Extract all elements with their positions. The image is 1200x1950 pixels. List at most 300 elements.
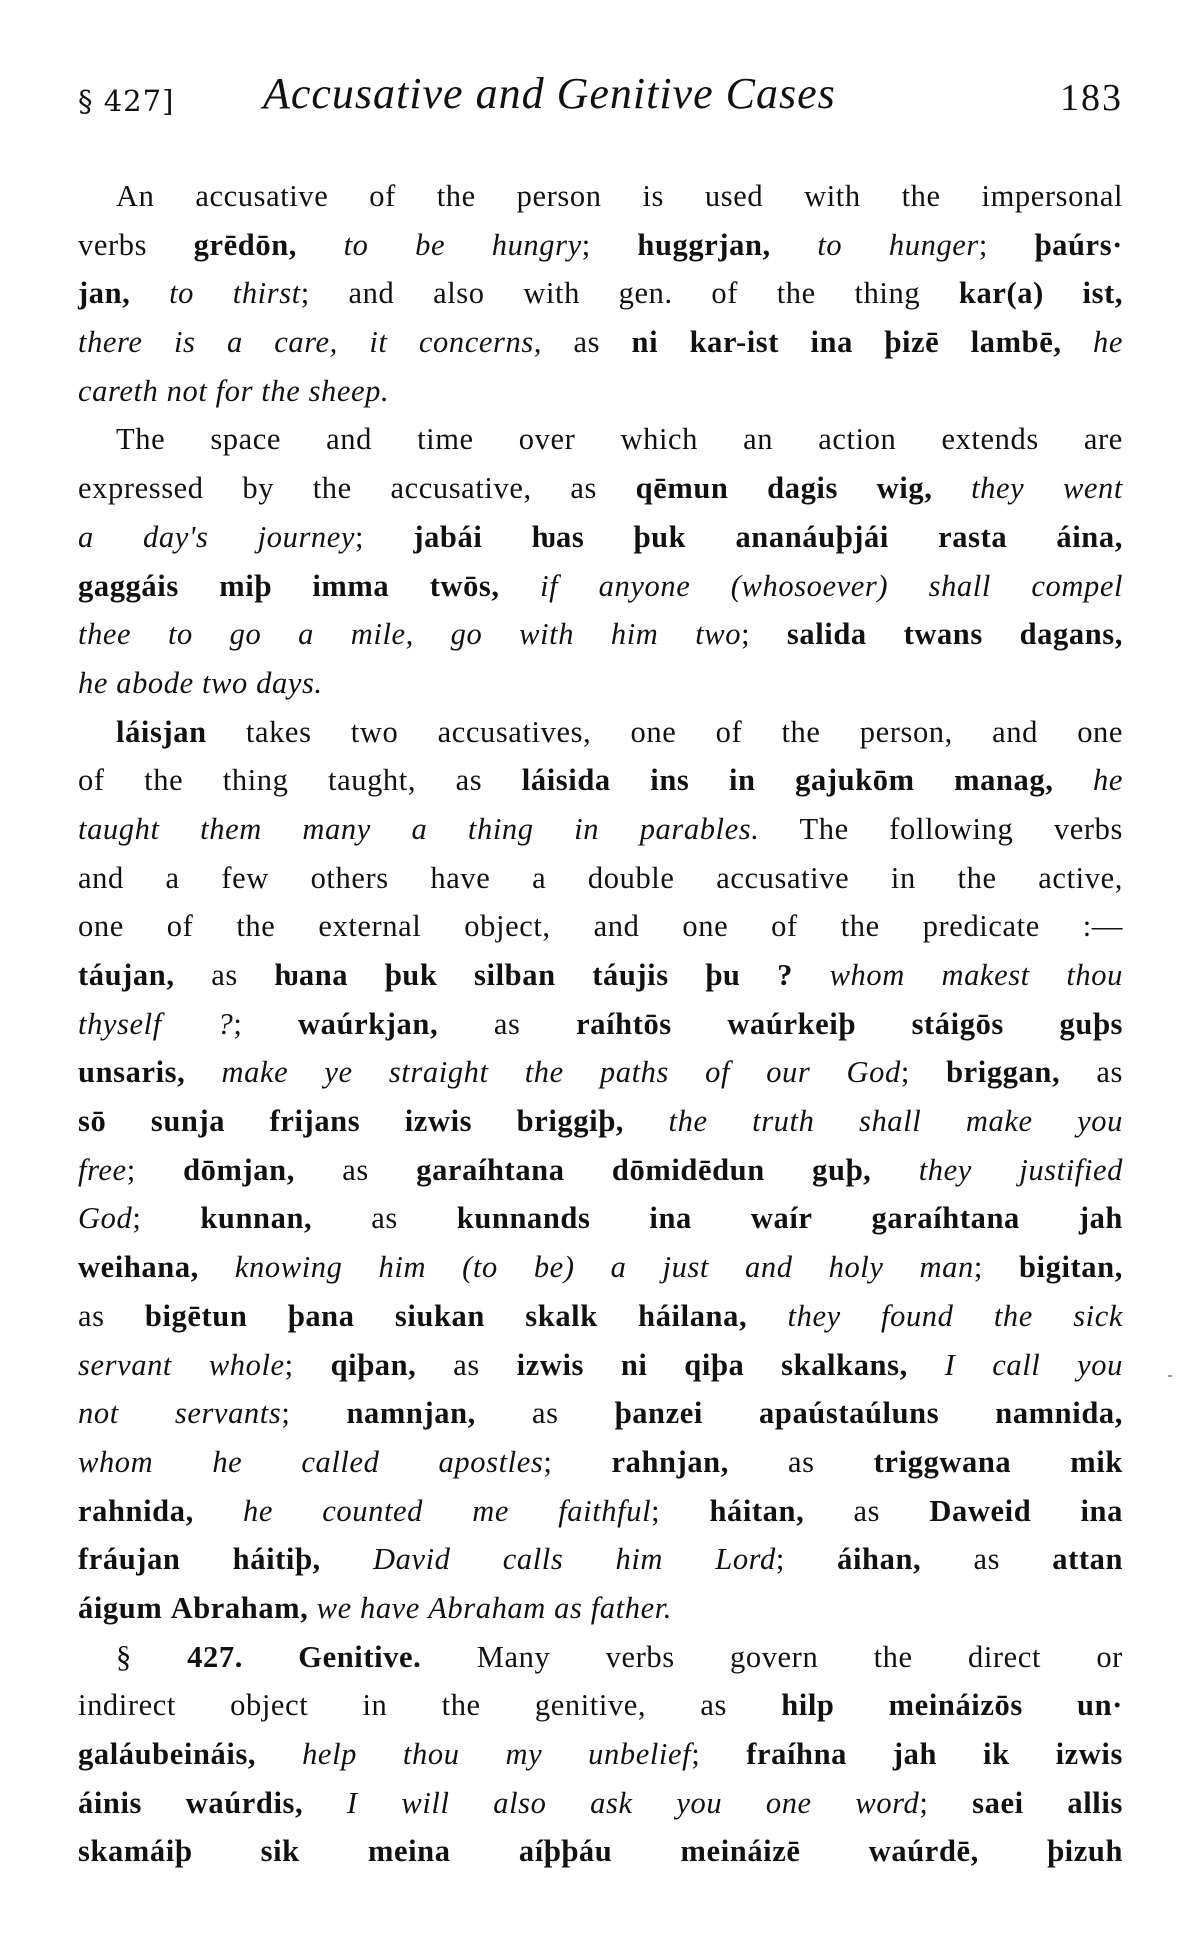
gothic-word: fraíhna: [746, 1737, 847, 1771]
text-line: [78, 1779, 1123, 1828]
translation: God: [846, 1055, 901, 1090]
translation: many: [302, 811, 371, 846]
roman-text: the: [873, 1639, 913, 1674]
text-line: [78, 610, 1123, 659]
roman-text: ;: [284, 1347, 294, 1382]
text-line: [78, 1097, 1123, 1146]
translation: to: [343, 227, 369, 262]
translation: the: [993, 1298, 1033, 1333]
gothic-word: háitiþ,: [232, 1542, 321, 1577]
translation: also: [493, 1785, 547, 1820]
translation: mile,: [350, 617, 414, 652]
text-line: [78, 902, 1123, 951]
gothic-word: jah: [1078, 1201, 1123, 1236]
text-line: [78, 1827, 1123, 1876]
gothic-word: rahnjan,: [611, 1444, 729, 1479]
roman-text: object,: [464, 909, 551, 944]
translation: them: [200, 811, 262, 846]
gothic-word: þizuh: [1047, 1834, 1124, 1869]
roman-text: with: [804, 179, 861, 213]
gothic-word: waír: [750, 1201, 813, 1236]
translation: sick: [1073, 1298, 1124, 1333]
gothic-word: áina,: [1056, 519, 1123, 554]
gothic-word: meináizē: [680, 1834, 801, 1869]
roman-text: accusative: [195, 179, 329, 213]
translation: days.: [256, 665, 323, 700]
gothic-word: wig,: [876, 471, 933, 506]
translation: you: [1077, 1347, 1123, 1382]
translation: father.: [590, 1590, 673, 1625]
translation: is: [173, 325, 196, 360]
gothic-word: lambē,: [970, 325, 1062, 360]
text-line: [78, 221, 1123, 270]
translation: him: [610, 617, 659, 652]
roman-text: accusative: [716, 860, 850, 895]
text-line: [78, 415, 1123, 464]
translation: sheep.: [308, 373, 390, 408]
gothic-word: háitan,: [709, 1493, 805, 1528]
translation: in: [574, 811, 600, 846]
gothic-word: bigitan,: [1018, 1250, 1123, 1285]
roman-text: and: [326, 422, 372, 457]
page-number: 183: [1060, 77, 1123, 119]
text-line: [78, 464, 1123, 513]
translation: to: [817, 227, 843, 262]
translation: there: [78, 325, 143, 360]
translation: anyone: [598, 568, 691, 603]
translation: ?: [217, 1006, 234, 1041]
translation: not: [166, 373, 208, 408]
gothic-word: imma: [312, 568, 390, 603]
translation: ye: [324, 1055, 353, 1090]
translation: you: [1077, 1104, 1123, 1139]
gothic-word: allis: [1067, 1785, 1123, 1820]
translation: make: [221, 1055, 289, 1090]
roman-text: which: [620, 422, 699, 457]
roman-text: space: [210, 422, 282, 457]
gothic-word: skalk: [525, 1298, 598, 1333]
roman-text: one: [78, 909, 124, 944]
translation: he: [212, 1444, 243, 1479]
gothic-word: bigētun: [144, 1298, 248, 1333]
translation: the: [668, 1104, 708, 1139]
roman-text: action: [818, 422, 897, 457]
text-line: [78, 1341, 1123, 1390]
translation: shall: [858, 1104, 922, 1139]
translation: one: [765, 1785, 812, 1820]
translation: hunger: [888, 227, 979, 262]
gothic-word: apaústaúluns: [759, 1396, 940, 1431]
translation: make: [965, 1104, 1033, 1139]
translation: word: [855, 1785, 920, 1820]
gothic-word: sō: [78, 1104, 107, 1139]
roman-text: or: [1096, 1639, 1123, 1674]
translation: servant: [78, 1347, 172, 1382]
gothic-word: briggiþ,: [516, 1104, 624, 1139]
translation: he: [78, 665, 108, 700]
roman-text: as: [570, 471, 597, 506]
translation: him: [378, 1250, 427, 1285]
translation: David: [372, 1542, 451, 1577]
translation: calls: [502, 1542, 564, 1577]
roman-text: with: [523, 276, 580, 311]
roman-text: The: [116, 422, 166, 457]
translation: go: [450, 617, 483, 652]
translation: be): [533, 1250, 575, 1285]
text-line: [78, 1730, 1123, 1779]
gothic-word: ist,: [1082, 276, 1124, 311]
text-line: [78, 659, 1123, 708]
gothic-word: grēdōn,: [193, 227, 297, 262]
gothic-word: ina: [649, 1201, 692, 1236]
roman-text: are: [1083, 422, 1123, 457]
roman-text: ;: [233, 1006, 243, 1041]
roman-text: ;: [355, 519, 365, 554]
translation: concerns,: [418, 325, 543, 360]
text-line: [78, 562, 1123, 611]
text-line: [78, 1048, 1123, 1097]
translation: apostles: [438, 1444, 544, 1479]
translation: a: [610, 1250, 627, 1285]
roman-text: accusatives,: [437, 714, 592, 749]
gothic-word: galáubeináis,: [78, 1737, 257, 1771]
translation: ask: [590, 1785, 633, 1820]
gothic-word: ƕas: [531, 519, 585, 554]
translation: they: [971, 471, 1025, 506]
roman-text: impersonal: [981, 179, 1124, 213]
text-line: [78, 318, 1123, 367]
gothic-word: izwis: [404, 1104, 473, 1139]
roman-text: the: [436, 179, 476, 213]
roman-text: ;: [919, 1785, 929, 1820]
roman-text: as: [211, 958, 238, 992]
translation: Abraham: [428, 1590, 546, 1625]
translation: thyself: [78, 1006, 162, 1041]
translation: if: [540, 568, 559, 603]
translation: free: [78, 1152, 127, 1187]
gothic-word: salida: [786, 617, 867, 652]
roman-text: over: [518, 422, 576, 457]
roman-text: ;: [543, 1444, 553, 1479]
gothic-word: Daweid: [929, 1493, 1032, 1528]
gothic-word: gajukōm: [795, 763, 915, 798]
text-line: [78, 1194, 1123, 1243]
roman-text: others: [310, 860, 389, 895]
roman-text: takes: [245, 714, 312, 749]
gothic-word: sik: [260, 1834, 300, 1869]
translation: found: [881, 1298, 954, 1333]
roman-text: ;: [300, 276, 310, 311]
gothic-word: háilana,: [638, 1298, 748, 1333]
translation: parables.: [639, 811, 760, 846]
roman-text: person: [516, 179, 602, 213]
roman-text: as: [788, 1444, 815, 1479]
gothic-word: rasta: [938, 519, 1008, 554]
gothic-word: waúrdē,: [868, 1834, 979, 1869]
roman-text: one: [630, 714, 677, 749]
translation: two: [695, 617, 742, 652]
gothic-word: sunja: [150, 1104, 226, 1139]
gothic-word: un·: [1077, 1688, 1123, 1723]
gothic-word: hilp: [781, 1688, 835, 1723]
roman-text: as: [853, 1493, 881, 1528]
text-line: [78, 1000, 1123, 1049]
translation: whom: [829, 958, 905, 992]
text-line: [78, 756, 1123, 805]
gothic-word: garaíhtana: [416, 1152, 565, 1187]
roman-text: person,: [859, 714, 953, 749]
roman-text: ;: [691, 1737, 701, 1771]
translation: they: [918, 1152, 972, 1187]
gothic-word: twōs,: [429, 568, 500, 603]
gothic-word: ƕana: [274, 958, 349, 992]
roman-text: The: [799, 811, 849, 846]
roman-text: the: [312, 471, 352, 506]
translation: not: [78, 1396, 119, 1431]
gothic-word: twans: [903, 617, 983, 652]
translation: we: [316, 1590, 352, 1625]
translation: me: [472, 1493, 509, 1528]
translation: with: [519, 617, 575, 652]
roman-text: predicate: [922, 909, 1040, 944]
gothic-word: frijans: [269, 1104, 361, 1139]
gothic-word: siukan: [394, 1298, 485, 1333]
gothic-word: namnida,: [995, 1396, 1123, 1431]
gothic-word: kar-ist: [689, 325, 780, 360]
translation: of: [705, 1055, 731, 1090]
translation: go: [229, 617, 262, 652]
translation: be: [415, 227, 446, 262]
translation: two: [202, 665, 248, 700]
translation: call: [992, 1347, 1041, 1382]
gothic-word: láisida: [521, 763, 611, 798]
gothic-word: Abraham,: [170, 1590, 309, 1625]
roman-text: have: [430, 860, 491, 895]
roman-text: as: [573, 325, 601, 360]
gothic-word: 427.: [187, 1639, 243, 1674]
gothic-word: guþs: [1059, 1006, 1123, 1041]
roman-text: of: [715, 714, 743, 749]
roman-text: as: [700, 1688, 727, 1723]
gothic-word: fráujan: [78, 1542, 181, 1577]
text-line: [78, 1243, 1123, 1292]
gothic-word: silban: [474, 958, 556, 992]
roman-text: as: [531, 1396, 559, 1431]
gothic-word: jah: [892, 1737, 938, 1771]
translation: thee: [78, 617, 132, 652]
translation: will: [401, 1785, 450, 1820]
text-line: [78, 1438, 1123, 1487]
roman-text: the: [144, 763, 184, 798]
gothic-word: qiþa: [684, 1347, 745, 1382]
roman-text: by: [242, 471, 275, 506]
gothic-word: rahnida,: [78, 1493, 194, 1528]
roman-text: §: [116, 1639, 132, 1674]
text-line: [78, 1389, 1123, 1438]
roman-text: the: [441, 1688, 481, 1723]
translation: holy: [828, 1250, 884, 1285]
translation: I: [944, 1347, 956, 1382]
translation: straight: [388, 1055, 489, 1090]
gothic-word: þaúrs·: [1034, 227, 1123, 262]
text-line: [78, 1292, 1123, 1341]
gothic-word: izwis: [1055, 1737, 1123, 1771]
gothic-word: ni: [620, 1347, 648, 1382]
gothic-word: þanzei: [614, 1396, 703, 1431]
roman-text: the: [236, 909, 276, 944]
translation: shall: [928, 568, 991, 603]
roman-text: verbs: [1053, 811, 1123, 846]
translation: him: [615, 1542, 664, 1577]
text-line: [78, 854, 1123, 903]
text-line: [78, 951, 1123, 1000]
gothic-word: briggan,: [946, 1055, 1061, 1090]
gothic-word: láisjan: [116, 714, 207, 749]
translation: thou: [402, 1737, 460, 1771]
gothic-word: dagis: [767, 471, 838, 506]
gothic-word: huggrjan,: [637, 227, 771, 262]
roman-text: a: [165, 860, 180, 895]
roman-text: active,: [1038, 860, 1123, 895]
gothic-word: manag,: [954, 763, 1054, 798]
gothic-word: ni: [631, 325, 659, 360]
roman-text: an: [743, 422, 774, 457]
gothic-word: garaíhtana: [871, 1201, 1020, 1236]
gothic-word: gaggáis: [78, 568, 179, 603]
text-line: [78, 1584, 1123, 1633]
translation: and: [745, 1250, 793, 1285]
roman-text: as: [342, 1152, 369, 1187]
translation: truth: [752, 1104, 815, 1139]
translation: whom: [78, 1444, 154, 1479]
translation: the: [524, 1055, 564, 1090]
gothic-word: attan: [1052, 1542, 1124, 1577]
page-body: [78, 172, 1123, 1876]
gothic-word: jabái: [413, 519, 483, 554]
roman-text: a: [532, 860, 547, 895]
roman-text: of: [78, 763, 105, 798]
roman-text: the: [776, 276, 816, 311]
roman-text: is: [642, 179, 665, 213]
roman-text: ;: [281, 1396, 291, 1431]
text-line: [78, 513, 1123, 562]
roman-text: of: [771, 909, 798, 944]
roman-text: few: [221, 860, 269, 895]
gothic-word: guþ,: [812, 1152, 872, 1187]
roman-text: as: [493, 1006, 521, 1041]
roman-text: of: [369, 179, 396, 213]
gothic-word: þuk: [384, 958, 438, 992]
translation: care,: [274, 325, 338, 360]
gothic-word: ina: [1080, 1493, 1123, 1528]
translation: a: [78, 519, 94, 554]
translation: to: [169, 276, 195, 311]
gothic-word: þuk: [633, 519, 687, 554]
gothic-word: meina: [367, 1834, 451, 1869]
gothic-word: áihan,: [837, 1542, 922, 1577]
roman-text: as: [1096, 1055, 1123, 1090]
translation: hungry: [491, 227, 582, 262]
translation: I: [346, 1785, 358, 1820]
translation: our: [766, 1055, 811, 1090]
translation: thou: [1066, 958, 1123, 992]
roman-text: of: [166, 909, 194, 944]
roman-text: as: [78, 1298, 105, 1333]
translation: the: [261, 373, 301, 408]
translation: my: [505, 1737, 543, 1771]
translation: help: [302, 1737, 357, 1771]
translation: as: [554, 1590, 583, 1625]
gothic-word: namnjan,: [346, 1396, 476, 1431]
translation: he: [243, 1493, 274, 1528]
roman-text: An: [116, 179, 155, 213]
translation: taught: [78, 811, 160, 846]
gothic-word: raíhtōs: [576, 1006, 672, 1041]
translation: compel: [1031, 568, 1124, 603]
roman-text: and: [348, 276, 395, 311]
translation: makest: [941, 958, 1030, 992]
roman-text: of: [711, 276, 739, 311]
gothic-word: ik: [983, 1737, 1010, 1771]
roman-text: two: [350, 714, 399, 749]
gothic-word: þizē: [884, 325, 940, 360]
roman-text: direct: [967, 1639, 1042, 1674]
translation: called: [301, 1444, 380, 1479]
translation: a: [226, 325, 243, 360]
translation: counted: [322, 1493, 424, 1528]
text-line: [78, 1146, 1123, 1195]
roman-text: :—: [1082, 909, 1123, 944]
roman-text: the: [957, 860, 997, 895]
roman-text: accusative,: [390, 471, 532, 506]
text-line: [78, 1681, 1123, 1730]
gothic-word: skalkans,: [781, 1347, 908, 1382]
roman-text: expressed: [78, 471, 204, 506]
translation: journey: [257, 519, 356, 554]
gothic-word: saei: [972, 1785, 1024, 1820]
gothic-word: weihana,: [78, 1250, 199, 1285]
translation: God: [78, 1201, 133, 1236]
text-line: [78, 708, 1123, 757]
translation: faithful: [558, 1493, 652, 1528]
roman-text: the: [781, 714, 821, 749]
translation: a: [411, 811, 428, 846]
running-header: [78, 62, 1123, 122]
roman-text: and: [593, 909, 640, 944]
gothic-word: áigum: [78, 1590, 163, 1625]
translation: he: [1093, 763, 1124, 798]
roman-text: as: [455, 763, 483, 798]
gothic-word: ina: [810, 325, 853, 360]
gothic-word: áinis: [78, 1785, 143, 1820]
text-line: [78, 805, 1123, 854]
scan-speck: [1168, 1375, 1172, 1377]
roman-text: and: [78, 860, 124, 895]
roman-text: ;: [775, 1542, 785, 1577]
roman-text: as: [453, 1347, 480, 1382]
text-line: [78, 1487, 1123, 1536]
translation: a: [298, 617, 314, 652]
roman-text: gen.: [618, 276, 673, 311]
gothic-word: dōmjan,: [183, 1152, 295, 1187]
gothic-word: dōmidēdun: [611, 1152, 765, 1187]
translation: man: [919, 1250, 974, 1285]
gothic-word: waúrkeiþ: [727, 1006, 856, 1041]
text-line: [78, 367, 1123, 416]
gothic-word: þu: [705, 958, 741, 992]
roman-text: in: [890, 860, 916, 895]
text-line: [78, 269, 1123, 318]
